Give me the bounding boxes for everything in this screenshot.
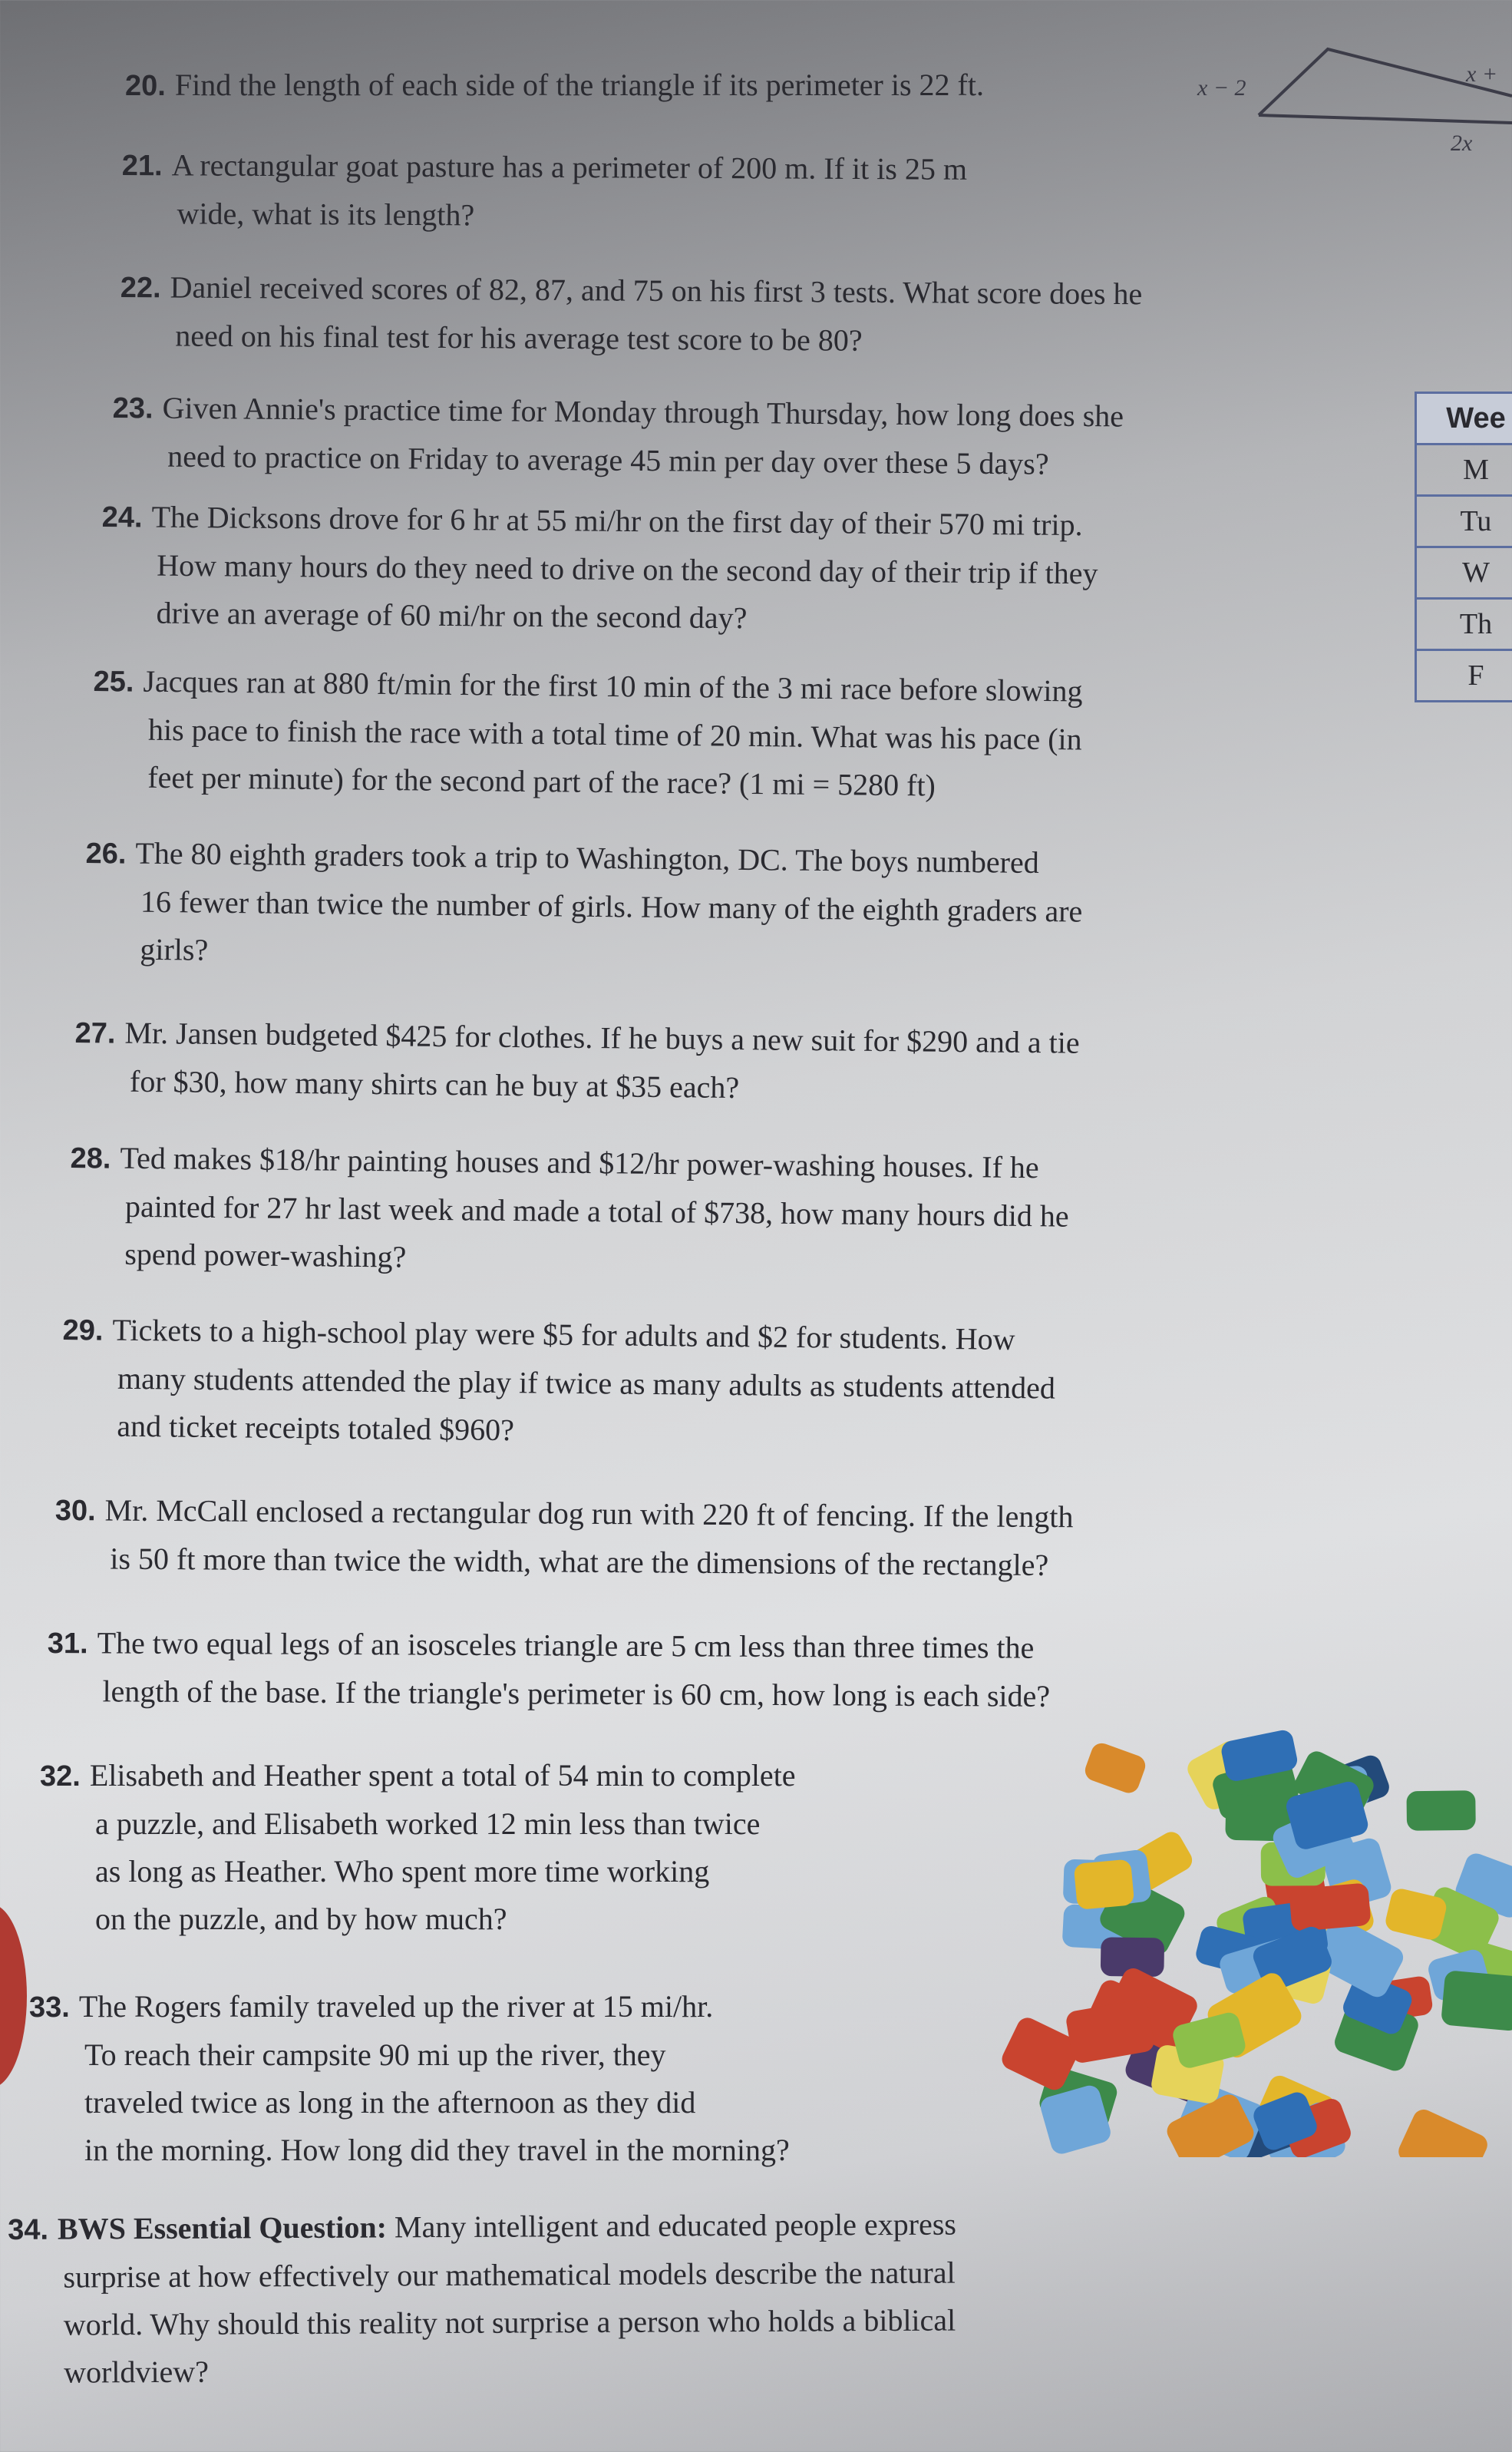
problem-24	[101, 493, 1098, 645]
puzzle-piece	[1395, 2106, 1491, 2157]
problem-line	[48, 1619, 1051, 1673]
problem-text: wide, what is its length?	[177, 196, 475, 233]
problem-text: The Rogers family traveled up the river at 15 mi/hr.	[78, 1989, 714, 2024]
problem-text: The two equal legs of an isosceles triangle are 5 cm less than three times the	[97, 1625, 1035, 1665]
table-header: Wee	[1416, 393, 1512, 444]
problem-number: 33.	[29, 1991, 70, 2024]
problem-33	[29, 1983, 790, 2174]
problem-line	[101, 589, 1098, 645]
problem-number: 24.	[101, 501, 143, 534]
triangle-figure	[1197, 31, 1512, 230]
problem-text: To reach their campsite 90 mi up the river, they	[84, 2037, 666, 2072]
problem-text: painted for 27 hr last week and made a total of $738, how many hours did he	[124, 1188, 1069, 1234]
problem-line	[120, 263, 1143, 319]
problem-25	[92, 657, 1083, 811]
problem-text: Find the length of each side of the triangle if its perimeter is 22 ft.	[174, 68, 984, 102]
problem-line	[29, 2126, 790, 2174]
problem-text: world. Why should this reality not surprise a person who holds a biblical	[63, 2302, 956, 2342]
problem-line	[101, 493, 1098, 550]
problem-line	[8, 2249, 956, 2302]
problem-text: Given Annie's practice time for Monday through Thursday, how long does she	[162, 390, 1124, 434]
problem-number: 32.	[40, 1760, 81, 1793]
problem-line	[101, 541, 1098, 597]
problem-line	[40, 1752, 796, 1800]
problem-number: 27.	[74, 1016, 116, 1050]
problem-text: many students attended the play if twice as many adults as students attended	[117, 1360, 1056, 1406]
problem-31	[47, 1619, 1050, 1720]
essential-question-label: BWS Essential Question:	[57, 2209, 388, 2246]
problem-text: Many intelligent and educated people express	[386, 2206, 957, 2245]
problem-line	[125, 61, 984, 110]
problem-text: Mr. Jansen budgeted $425 for clothes. If he buys a new suit for $290 and a tie	[124, 1015, 1080, 1060]
problem-text: Tickets to a high-school play were $5 for adults and $2 for students. How	[112, 1312, 1015, 1357]
problem-28	[69, 1134, 1070, 1288]
problem-text: The 80 eighth graders took a trip to Washington, DC. The boys numbered	[135, 835, 1040, 881]
problem-text: his pace to finish the race with a total time of 20 min. What was his pace (in	[147, 712, 1082, 757]
problem-30	[54, 1486, 1074, 1589]
problem-text: Daniel received scores of 82, 87, and 75 on his first 3 tests. What score does he	[170, 269, 1143, 312]
problem-text: worldview?	[64, 2354, 210, 2390]
problem-34	[8, 2201, 957, 2397]
problem-22	[120, 263, 1142, 366]
problem-number: 22.	[120, 271, 161, 305]
problem-line	[92, 753, 1082, 811]
problem-text: in the morning. How long did they travel in the morning?	[84, 2133, 790, 2167]
problem-number: 20.	[125, 70, 166, 102]
problem-line	[120, 312, 1142, 366]
side-label-x-plus: x +	[1466, 61, 1498, 87]
practice-time-table	[1415, 392, 1512, 702]
problem-line	[121, 190, 966, 242]
problem-text: spend power-washing?	[124, 1236, 407, 1274]
problem-line	[40, 1848, 796, 1895]
problem-text: A rectangular goat pasture has a perimeter of 200 m. If it is 25 m	[171, 147, 968, 187]
problem-27	[74, 1009, 1080, 1115]
problem-number: 31.	[47, 1627, 88, 1661]
problem-text: Elisabeth and Heather spent a total of 54 min to complete	[89, 1758, 796, 1793]
red-page-tab	[0, 1904, 27, 2088]
problem-line	[40, 1800, 796, 1848]
problem-line	[40, 1895, 796, 1943]
puzzle-piece	[1406, 1790, 1475, 1831]
table-cell-day: W	[1416, 547, 1512, 599]
problem-line	[122, 141, 968, 194]
problem-line	[8, 2297, 957, 2349]
problem-text: as long as Heather. Who spent more time working	[95, 1854, 710, 1889]
puzzle-piece	[1074, 1859, 1135, 1910]
problem-text: surprise at how effectively our mathematical models describe the natural	[63, 2255, 956, 2295]
problem-number: 29.	[62, 1314, 104, 1347]
problem-26	[84, 829, 1083, 983]
problem-number: 28.	[70, 1142, 111, 1175]
puzzle-piece	[1082, 1740, 1148, 1796]
problem-line	[112, 432, 1124, 488]
problem-text: need on his final test for his average test score to be 80?	[175, 318, 863, 358]
problem-line	[55, 1486, 1074, 1542]
problem-text: Jacques ran at 880 ft/min for the first 10 min of the 3 mi race before slowing	[143, 663, 1083, 709]
problem-21	[121, 141, 967, 242]
problem-text: and ticket receipts totaled $960?	[117, 1408, 515, 1448]
problem-line	[47, 1667, 1050, 1720]
problem-text: on the puzzle, and by how much?	[95, 1902, 507, 1936]
problem-text: for $30, how many shirts can he buy at $35 each?	[129, 1063, 740, 1105]
problem-20	[125, 61, 984, 110]
problem-text: traveled twice as long in the afternoon as they did	[84, 2085, 696, 2120]
problem-23	[112, 384, 1124, 488]
puzzle-piece	[1289, 1882, 1372, 1932]
problem-line	[29, 1983, 790, 2031]
side-label-x-minus-2: x − 2	[1197, 75, 1246, 101]
problem-line	[112, 384, 1124, 441]
problem-text: girls?	[140, 931, 209, 967]
table-cell-day: M	[1416, 444, 1512, 496]
table-cell-day: Tu	[1416, 496, 1512, 547]
problem-text: feet per minute) for the second part of the race? (1 mi = 5280 ft)	[147, 759, 936, 803]
problem-number: 23.	[112, 392, 154, 425]
problem-line	[29, 2079, 790, 2126]
problem-number: 30.	[54, 1494, 96, 1528]
problem-number: 25.	[93, 665, 134, 699]
problem-text: a puzzle, and Elisabeth worked 12 min less than twice	[95, 1806, 761, 1841]
problem-number: 26.	[85, 837, 127, 871]
problem-line	[8, 2345, 957, 2397]
problem-text: 16 fewer than twice the number of girls. How many of the eighth graders are	[140, 884, 1083, 929]
side-label-2x: 2x	[1451, 131, 1473, 156]
problem-line	[29, 2031, 790, 2079]
problem-line	[8, 2201, 956, 2254]
problem-29	[61, 1306, 1056, 1460]
problem-text: Ted makes $18/hr painting houses and $12/hr power-washing houses. If he	[120, 1140, 1039, 1185]
puzzle-piece	[1441, 1970, 1512, 2031]
problem-text: length of the base. If the triangle's perimeter is 60 cm, how long is each side?	[102, 1674, 1051, 1713]
problem-text: need to practice on Friday to average 45 min per day over these 5 days?	[167, 438, 1049, 481]
table-cell-day: Th	[1416, 599, 1512, 650]
table-cell-day: F	[1416, 650, 1512, 702]
problem-line	[54, 1535, 1073, 1589]
problem-number: 21.	[121, 149, 163, 183]
problem-text: is 50 ft more than twice the width, what are the dimensions of the rectangle?	[110, 1541, 1049, 1583]
problem-text: Mr. McCall enclosed a rectangular dog run with 220 ft of fencing. If the length	[104, 1492, 1074, 1535]
problem-number: 34.	[8, 2213, 49, 2246]
puzzle-pieces-image	[883, 1727, 1512, 2157]
problem-text: How many hours do they need to drive on the second day of their trip if they	[156, 547, 1098, 591]
problem-text: The Dicksons drove for 6 hr at 55 mi/hr on the first day of their 570 mi trip.	[151, 499, 1083, 543]
problem-text: drive an average of 60 mi/hr on the second day?	[156, 595, 748, 636]
problem-32	[40, 1752, 796, 1943]
